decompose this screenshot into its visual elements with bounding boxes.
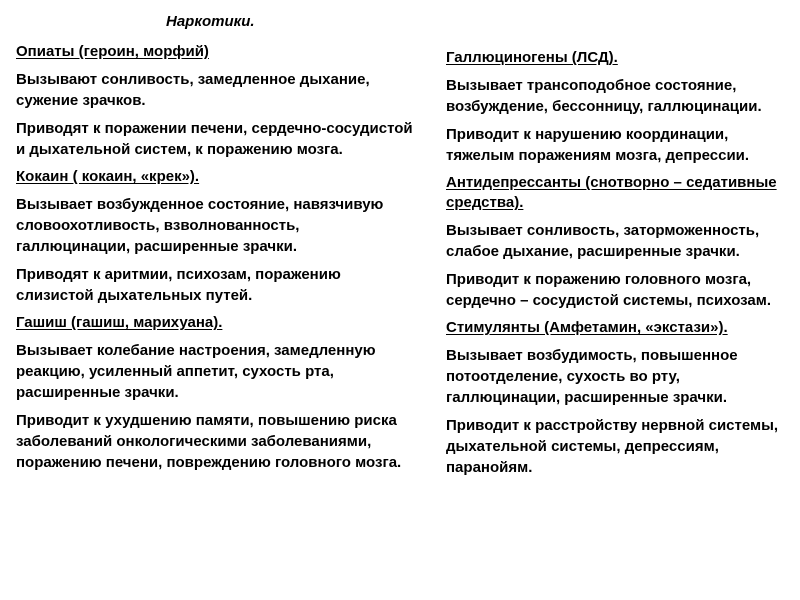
section-effects: Вызывает трансоподобное состояние, возбуждение, бессонницу, галлюцинации. [446,77,762,115]
section-effects: Вызывает возбудимость, повышенное потоотделение, сухость во рту, галлюцинации, расширенные зрачки. [446,347,738,406]
document-title: Наркотики. [166,13,255,30]
section-consequences: Приводит к нарушению координации, тяжелым поражениям мозга, депрессии. [446,126,750,164]
section-hallucinogens [446,48,791,166]
section-effects: Вызывает возбужденное состояние, навязчивую словоохотливость, взволнованность, галлюцинации, расширенные зрачки. [16,196,384,255]
right-column [446,48,791,485]
section-heading: Кокаин ( кокаин, «крек»). [16,168,200,185]
section-heading: Стимулянты (Амфетамин, «экстази»). [446,319,728,336]
section-consequences: Приводит к расстройству нервной системы, дыхательной системы, депрессиям, паранойям. [446,417,779,476]
section-stimulants [446,318,791,478]
section-consequences: Приводит к ухудшению памяти, повышению риска заболеваний онкологическими заболеваниями, поражению печени, повреждению головного мозга. [16,412,402,471]
left-column [16,42,414,480]
section-effects: Вызывают сонливость, замедленное дыхание, сужение зрачков. [16,71,370,109]
section-effects: Вызывает колебание настроения, замедленную реакцию, усиленный аппетит, сухость рта, расширенные зрачки. [16,342,376,401]
section-heading: Опиаты (героин, морфий) [16,43,209,60]
section-heading: Гашиш (гашиш, марихуана). [16,314,223,331]
section-effects: Вызывает сонливость, заторможенность, слабое дыхание, расширенные зрачки. [446,222,760,260]
section-consequences: Приводят к поражении печени, сердечно-сосудистой и дыхательной систем, к поражению мозга. [16,120,413,158]
section-heading: Галлюциногены (ЛСД). [446,49,618,66]
section-consequences: Приводит к поражению головного мозга, сердечно – сосудистой системы, психозам. [446,271,772,309]
section-antidepressants [446,173,791,311]
section-heading: Антидепрессанты (снотворно – седативные средства). [446,174,777,211]
section-opiates [16,42,414,160]
section-consequences: Приводят к аритмии, психозам, поражению слизистой дыхательных путей. [16,266,341,304]
section-cocaine [16,167,414,306]
section-hashish [16,313,414,473]
